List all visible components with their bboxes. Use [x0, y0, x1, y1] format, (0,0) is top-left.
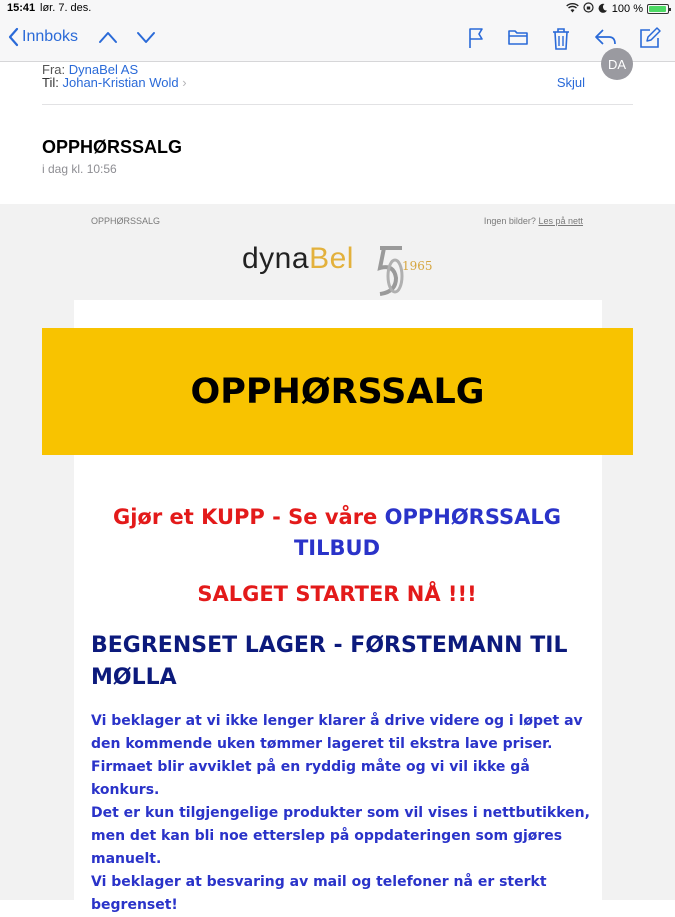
limited-stock-headline: BEGRENSET LAGER - FØRSTEMANN TIL MØLLA: [91, 633, 568, 690]
view-online-link[interactable]: Les på nett: [538, 216, 583, 226]
chevron-left-icon: [8, 28, 19, 46]
paragraph-line: Firmaet blir avviklet på en ryddig måte og vi vil ikke gå konkurs.: [91, 759, 530, 798]
chevron-down-icon[interactable]: [136, 30, 156, 49]
logo-bel: Bel: [309, 242, 354, 275]
logo-dyna: dyna: [242, 242, 310, 275]
to-line: [42, 75, 187, 90]
logo-wordmark: [242, 242, 354, 276]
preheader-text: OPPHØRSSALG: [91, 216, 161, 226]
status-time: 15:41: [7, 2, 36, 14]
trash-icon[interactable]: [551, 27, 571, 56]
recipient-name[interactable]: Johan-Kristian Wold: [62, 75, 179, 90]
wifi-icon: [566, 3, 579, 16]
from-label: Fra:: [42, 62, 66, 77]
chevron-right-icon: ›: [182, 75, 187, 90]
mail-toolbar: [0, 18, 675, 62]
hide-details-link[interactable]: Skjul: [556, 75, 585, 90]
message-paragraph: [91, 710, 591, 917]
sender-avatar[interactable]: DA: [601, 48, 633, 80]
kupp-headline: [94, 502, 580, 564]
orientation-lock-icon: [583, 2, 594, 16]
status-date: lør. 7. des.: [40, 2, 92, 14]
battery-icon: [647, 4, 669, 14]
banner-title: OPPHØRSSALG: [190, 371, 485, 412]
message-actions: [467, 27, 661, 56]
paragraph-line: Vi beklager at besvaring av mail og telefoner nå er sterkt begrenset!: [91, 874, 547, 913]
paragraph-line: Det er kun tilgjengelige produkter som vil vises i nettbutikken, men det kan bli noe etterslep på oppdateringen som gjøres manuelt.: [91, 805, 590, 867]
message-navigation: [98, 30, 156, 49]
kupp-blue-link[interactable]: OPPHØRSSALG TILBUD: [293, 505, 562, 560]
no-images-notice: [484, 216, 583, 226]
chevron-up-icon[interactable]: [98, 30, 118, 49]
dynabel-logo[interactable]: [242, 238, 442, 298]
kupp-red-text: Gjør et KUPP - Se våre: [112, 505, 385, 529]
divider: [42, 104, 633, 105]
to-label: Til:: [42, 75, 59, 90]
from-line: [42, 62, 139, 77]
status-bar: [0, 0, 675, 18]
paragraph-line: Vi beklager at vi ikke lenger klarer å drive videre og i løpet av den kommende uken tømmer lageret til ekstra lave priser.: [91, 713, 583, 752]
no-images-text: Ingen bilder?: [483, 216, 536, 226]
back-button[interactable]: [8, 28, 78, 46]
message-subject: OPPHØRSSALG: [42, 137, 183, 157]
compose-icon[interactable]: [639, 27, 661, 56]
folder-icon[interactable]: [507, 27, 529, 56]
status-indicators: [566, 2, 669, 16]
from-value[interactable]: DynaBel AS: [68, 62, 139, 77]
flag-icon[interactable]: [467, 27, 485, 56]
back-label: Innboks: [22, 28, 79, 45]
message-date: i dag kl. 10:56: [42, 162, 117, 176]
logo-year: 1965: [402, 259, 433, 273]
sale-starts-headline: SALGET STARTER NÅ !!!: [197, 582, 477, 606]
battery-percent: 100 %: [611, 3, 643, 15]
message-header: [0, 62, 675, 204]
moon-icon: [598, 3, 608, 16]
sale-banner: [42, 328, 633, 455]
